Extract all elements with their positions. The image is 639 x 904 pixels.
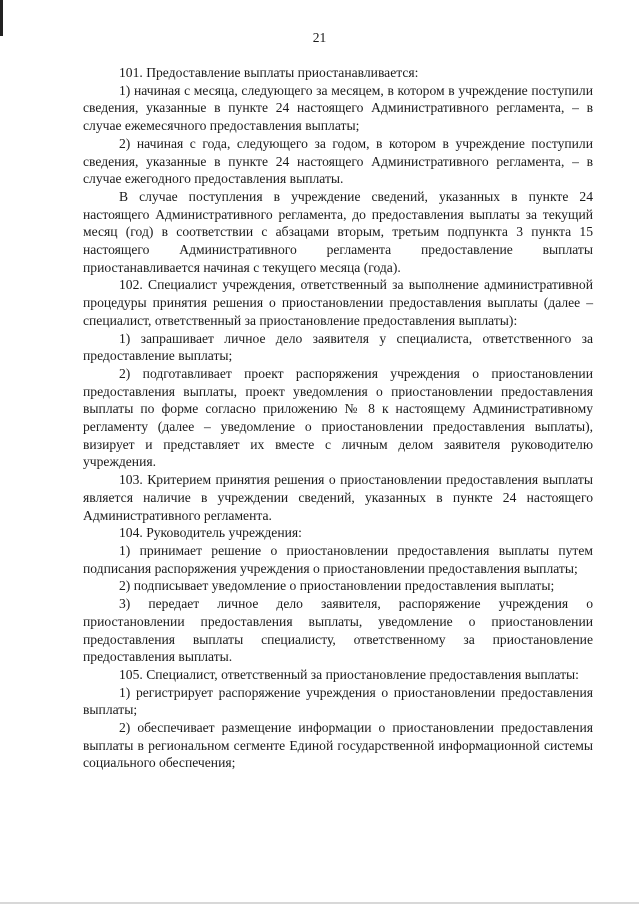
paragraph-101-item-1: 1) начиная с месяца, следующего за месяцем, в котором в учреждение поступили сведения, указанные в пункте 24 настоящего Административного регламента, – в случае ежемесячного предоставления выплаты; xyxy=(83,82,593,134)
paragraph-102-item-2: 2) подготавливает проект распоряжения учреждения о приостановлении предоставления выплаты, проект уведомления о приостановлении предоставления выплаты по форме согласно приложению № 8 к настоящему Административному регламенту (далее – уведомление о приостановлении предоставления выплаты), визирует и представляет их вместе с личным делом заявителя руководителю учреждения. xyxy=(83,365,593,470)
paragraph-101-item-2: 2) начиная с года, следующего за годом, в котором в учреждение поступили сведения, указанные в пункте 24 настоящего Административного регламента, – в случае ежегодного предоставления выплаты. xyxy=(83,135,593,187)
paragraph-103: 103. Критерием принятия решения о приостановлении предоставления выплаты является наличие в учреждении сведений, указанных в пункте 24 настоящего Административного регламента. xyxy=(83,472,593,523)
page-number: 21 xyxy=(312,30,327,45)
paragraph-101: 101. Предоставление выплаты приостанавливается: xyxy=(119,65,419,80)
paragraph-104: 104. Руководитель учреждения: xyxy=(119,525,302,541)
paragraph-105-item-2: 2) обеспечивает размещение информации о приостановлении предоставления выплаты в региональном сегменте Единой государственной информационной системы социального обеспечения; xyxy=(83,720,593,771)
document-body xyxy=(83,64,593,772)
paragraph-104-item-1: 1) принимает решение о приостановлении предоставления выплаты путем подписания распоряжения учреждения о приостановлении предоставления выплаты; xyxy=(83,542,593,576)
paragraph-104-item-3: 3) передает личное дело заявителя, распоряжение учреждения о приостановлении предоставления выплаты, уведомление о приостановлении предоставления выплаты специалисту, ответственному за приостановление предоставления выплаты. xyxy=(83,596,593,665)
paragraph-104-item-2: 2) подписывает уведомление о приостановлении предоставления выплаты; xyxy=(119,578,555,594)
paragraph-101-note: В случае поступления в учреждение сведений, указанных в пункте 24 настоящего Административного регламента, до предоставления выплаты за текущий месяц (год) в соответствии с абзацами вторым, третьим подпункта 3 пункта 15 настоящего Административного регламента предоставление выплаты приостанавливается начиная с текущего месяца (года). xyxy=(83,188,593,275)
paragraph-105-item-1: 1) регистрирует распоряжение учреждения о приостановлении предоставления выплаты; xyxy=(83,684,593,718)
paragraph-105: 105. Специалист, ответственный за приостановление предоставления выплаты: xyxy=(119,666,579,682)
paragraph-102: 102. Специалист учреждения, ответственный за выполнение административной процедуры принятия решения о приостановлении предоставления выплаты (далее – специалист, ответственный за приостановление предоставления выплаты): xyxy=(83,277,593,328)
paragraph-102-item-1: 1) запрашивает личное дело заявителя у специалиста, ответственного за предоставление выплаты; xyxy=(83,330,593,364)
